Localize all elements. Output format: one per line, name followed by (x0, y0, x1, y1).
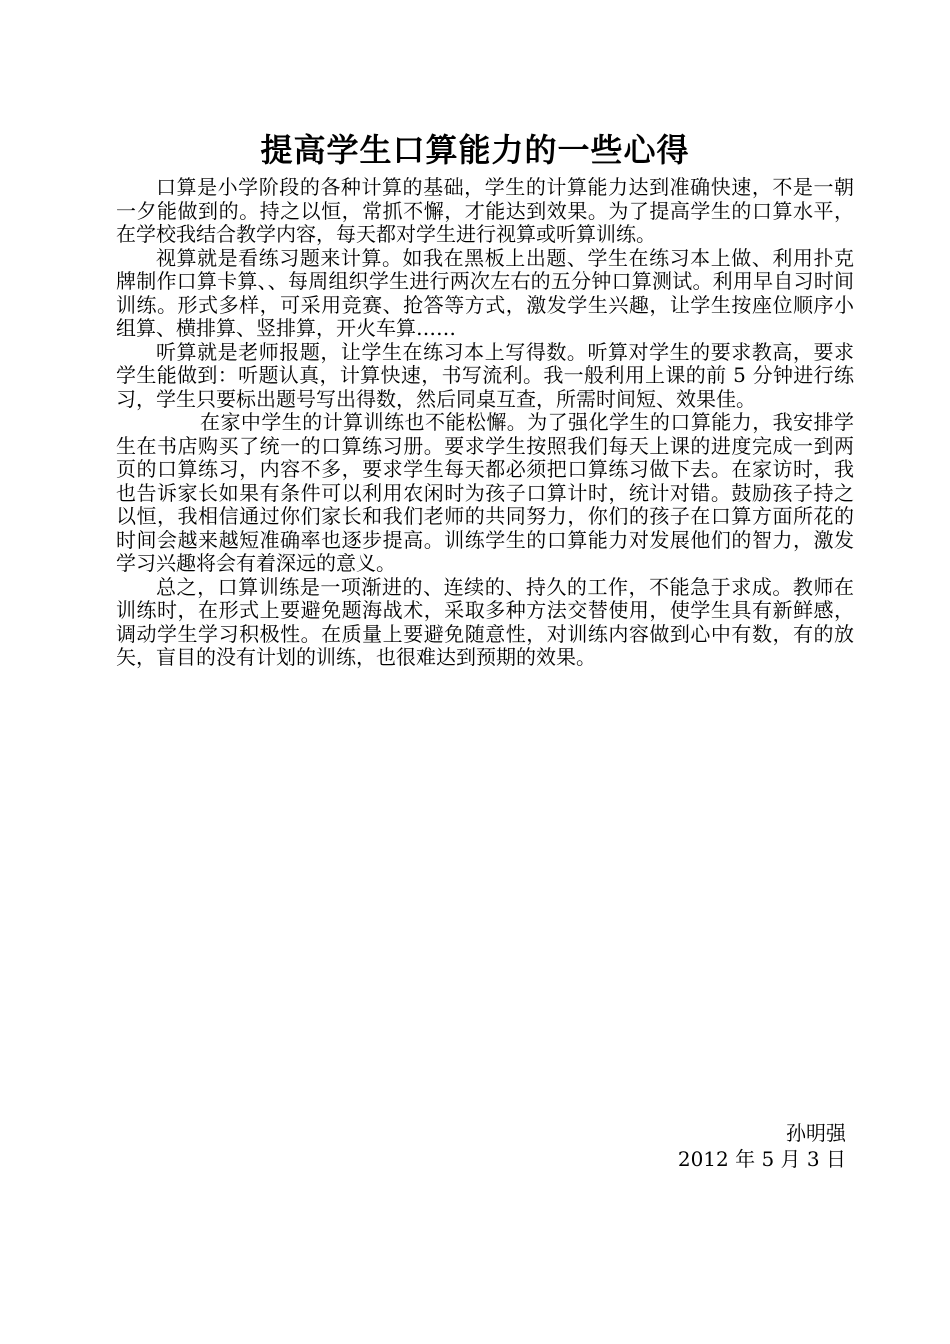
paragraph-5: 总之，口算训练是一项渐进的、连续的、持久的工作，不能急于求成。教师在训练时，在形式上要避免题海战术，采取多种方法交替使用，使学生具有新鲜感，调动学生学习积极性。在质量上要避免随意性，对训练内容做到心中有数，有的放矢，盲目的没有计划的训练，也很难达到预期的效果。 (116, 574, 854, 669)
signature-block (678, 1120, 846, 1172)
signature-date: 2012 年 5 月 3 日 (677, 1147, 846, 1171)
paragraph-4: 在家中学生的计算训练也不能松懈。为了强化学生的口算能力，我安排学生在书店购买了统一的口算练习册。要求学生按照我们每天上课的进度完成一到两页的口算练习，内容不多，要求学生每天都必须把口算练习做下去。在家访时，我也告诉家长如果有条件可以利用农闲时为孩子口算计时，统计对错。鼓励孩子持之以恒，我相信通过你们家长和我们老师的共同努力，你们的孩子在口算方面所花的时间会越来越短准确率也逐步提高。训练学生的口算能力对发展他们的智力，激发学习兴趣将会有着深远的意义。 (116, 410, 854, 575)
paragraph-2: 视算就是看练习题来计算。如我在黑板上出题、学生在练习本上做、利用扑克牌制作口算卡算、、每周组织学生进行两次左右的五分钟口算测试。利用早自习时间训练。形式多样，可采用竞赛、抢答等方式，激发学生兴趣，让学生按座位顺序小组算、横排算、竖排算，开火车算…… (116, 245, 854, 340)
paragraph-1: 口算是小学阶段的各种计算的基础，学生的计算能力达到准确快速，不是一朝一夕能做到的。持之以恒，常抓不懈，才能达到效果。为了提高学生的口算水平，在学校我结合教学内容，每天都对学生进行视算或听算训练。 (116, 175, 854, 246)
document-body (116, 176, 854, 670)
author-name: 孙明强 (786, 1121, 846, 1145)
paragraph-3: 听算就是老师报题，让学生在练习本上写得数。听算对学生的要求教高，要求学生能做到：听题认真，计算快速，书写流利。我一般利用上课的前 5 分钟进行练习，学生只要标出题号写出得数，然后同桌互查，所需时间短、效果佳。 (116, 339, 854, 411)
document-title: 提高学生口算能力的一些心得 (260, 131, 690, 169)
